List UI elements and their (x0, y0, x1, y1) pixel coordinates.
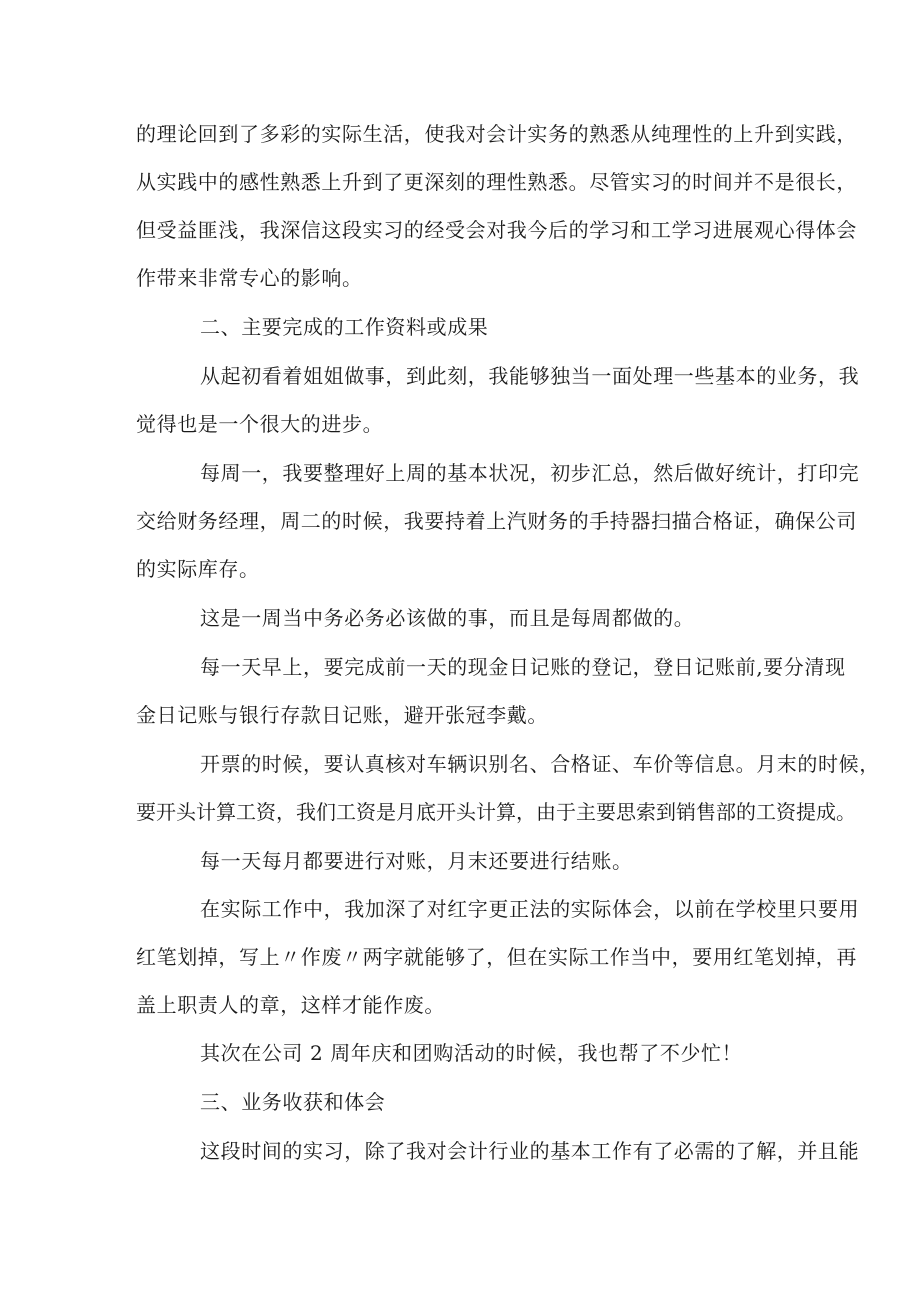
paragraph-line: 金日记账与银行存款日记账，避开张冠李戴。 (136, 703, 548, 727)
section-heading: 三、业务收获和体会 (200, 1090, 386, 1114)
paragraph-line: 在实际工作中，我加深了对红字更正法的实际体会，以前在学校里只要用 (200, 897, 860, 921)
paragraph-line: 其次在公司 2 周年庆和团购活动的时候，我也帮了不少忙！ (200, 1041, 743, 1065)
paragraph-line: 从实践中的感性熟悉上升到了更深刻的理性熟悉。尽管实习的时间并不是很长， (136, 170, 857, 194)
paragraph-line: 的理论回到了多彩的实际生活，使我对会计实务的熟悉从纯理性的上升到实践， (136, 122, 857, 146)
paragraph-line: 作带来非常专心的影响。 (136, 266, 363, 290)
paragraph-line: 从起初看着姐姐做事，到此刻，我能够独当一面处理一些基本的业务，我 (200, 364, 860, 388)
paragraph-line: 每一天每月都要进行对账，月末还要进行结账。 (200, 849, 633, 873)
paragraph-line: 的实际库存。 (136, 557, 260, 581)
paragraph-line: 觉得也是一个很大的进步。 (136, 412, 384, 436)
paragraph-line: 这段时间的实习，除了我对会计行业的基本工作有了必需的了解，并且能 (200, 1139, 860, 1163)
paragraph-line: 要开头计算工资，我们工资是月底开头计算，由于主要思索到销售部的工资提成。 (136, 800, 856, 824)
section-heading: 二、主要完成的工作资料或成果 (200, 315, 489, 339)
paragraph-line: 交给财务经理，周二的时候，我要持着上汽财务的手持器扫描合格证，确保公司 (136, 509, 857, 533)
paragraph-line: 但受益匪浅，我深信这段实习的经受会对我今后的学习和工学习进展观心得体会 (136, 218, 857, 242)
paragraph-line: 这是一周当中务必务必该做的事，而且是每周都做的。 (200, 606, 695, 630)
paragraph-line: 红笔划掉，写上〃作废〃两字就能够了，但在实际工作当中，要用红笔划掉，再 (136, 945, 857, 969)
paragraph-line: 开票的时候，要认真核对车辆识别名、合格证、车价等信息。月末的时候， (200, 752, 880, 776)
paragraph-line: 每一天早上，要完成前一天的现金日记账的登记，登日记账前,要分清现 (200, 655, 846, 679)
paragraph-line: 每周一，我要整理好上周的基本状况，初步汇总，然后做好统计，打印完 (200, 461, 860, 485)
paragraph-line: 盖上职责人的章，这样才能作废。 (136, 993, 445, 1017)
